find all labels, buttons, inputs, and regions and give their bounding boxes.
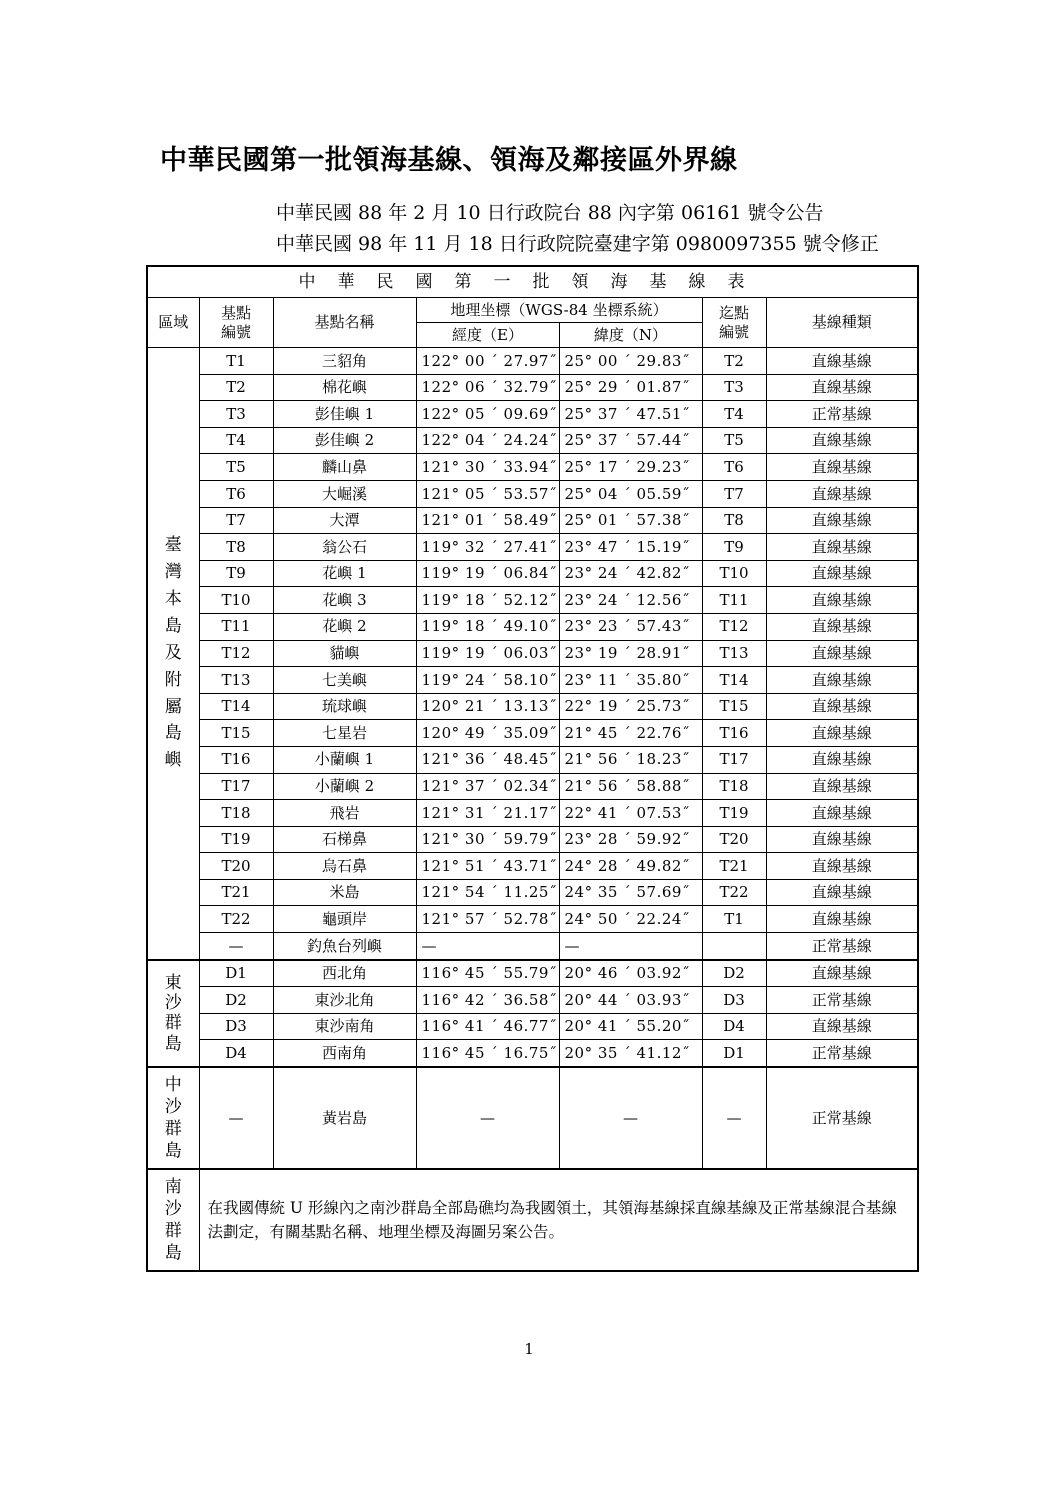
longitude: 121° 36 ´ 48.45˝	[416, 746, 559, 773]
point-name: 東沙北角	[273, 987, 416, 1014]
longitude: 121° 30 ´ 59.79˝	[416, 826, 559, 853]
to-point-no: D4	[702, 1013, 766, 1040]
baseline-table	[146, 265, 919, 1272]
table-row	[147, 826, 918, 853]
point-no: D4	[199, 1040, 273, 1067]
point-no: T11	[199, 613, 273, 640]
longitude: 121° 31 ´ 21.17˝	[416, 800, 559, 827]
table-row	[147, 879, 918, 906]
point-name: 翁公石	[273, 534, 416, 561]
baseline-type: 正常基線	[766, 1040, 918, 1067]
table-title: 中華民國第一批領海基線表	[147, 266, 918, 298]
point-no: T15	[199, 720, 273, 747]
point-name: 西南角	[273, 1040, 416, 1067]
longitude: 119° 18 ´ 49.10˝	[416, 613, 559, 640]
point-name: 琉球嶼	[273, 693, 416, 720]
longitude: 121° 51 ´ 43.71˝	[416, 853, 559, 880]
longitude: 116° 41 ´ 46.77˝	[416, 1013, 559, 1040]
latitude: 20° 46 ´ 03.92˝	[559, 960, 702, 987]
point-no: T7	[199, 507, 273, 534]
point-name: 彭佳嶼 2	[273, 427, 416, 454]
table-row	[147, 773, 918, 800]
table-row	[147, 640, 918, 667]
region-dongsha-label: 東沙群島	[164, 972, 182, 1054]
point-name: 釣魚台列嶼	[273, 933, 416, 960]
region-dongsha	[147, 960, 199, 1067]
to-point-no: D3	[702, 987, 766, 1014]
table-row	[147, 454, 918, 481]
to-point-no: T14	[702, 667, 766, 694]
header-point-name: 基點名稱	[273, 298, 416, 348]
latitude: 23° 24 ´ 42.82˝	[559, 560, 702, 587]
baseline-type: 直線基線	[766, 960, 918, 987]
point-name: 彭佳嶼 1	[273, 401, 416, 428]
longitude: 116° 45 ´ 55.79˝	[416, 960, 559, 987]
table-row	[147, 906, 918, 933]
latitude: 23° 24 ´ 12.56˝	[559, 587, 702, 614]
table-row	[147, 960, 918, 987]
point-no: T5	[199, 454, 273, 481]
baseline-type: 直線基線	[766, 587, 918, 614]
point-no: T21	[199, 879, 273, 906]
latitude: 20° 41 ´ 55.20˝	[559, 1013, 702, 1040]
to-point-no: T7	[702, 480, 766, 507]
longitude: 121° 37 ´ 02.34˝	[416, 773, 559, 800]
baseline-type: 正常基線	[766, 1067, 918, 1169]
longitude: —	[416, 933, 559, 960]
to-point-no: T20	[702, 826, 766, 853]
point-no: T18	[199, 800, 273, 827]
point-no: T3	[199, 401, 273, 428]
point-name: 黃岩島	[273, 1067, 416, 1169]
region-nansha-label: 南沙群島	[164, 1176, 182, 1264]
header-lon: 經度（E）	[416, 323, 559, 348]
baseline-type: 直線基線	[766, 693, 918, 720]
point-name: 貓嶼	[273, 640, 416, 667]
region-taiwan	[147, 348, 199, 960]
to-point-no: T10	[702, 560, 766, 587]
point-name: 麟山鼻	[273, 454, 416, 481]
table-row	[147, 1169, 918, 1271]
longitude: 116° 45 ´ 16.75˝	[416, 1040, 559, 1067]
baseline-type: 直線基線	[766, 613, 918, 640]
header-point-no: 基點編號	[199, 298, 273, 348]
point-no: T20	[199, 853, 273, 880]
table-row	[147, 720, 918, 747]
region-nansha	[147, 1169, 199, 1271]
longitude: 121° 57 ´ 52.78˝	[416, 906, 559, 933]
table-row	[147, 693, 918, 720]
point-no: D3	[199, 1013, 273, 1040]
to-point-no: T4	[702, 401, 766, 428]
baseline-type: 正常基線	[766, 933, 918, 960]
baseline-type: 直線基線	[766, 374, 918, 401]
point-name: 七星岩	[273, 720, 416, 747]
point-no: T13	[199, 667, 273, 694]
baseline-type: 直線基線	[766, 879, 918, 906]
to-point-no: T17	[702, 746, 766, 773]
latitude: 25° 04 ´ 05.59˝	[559, 480, 702, 507]
table-row	[147, 348, 918, 375]
point-no: T17	[199, 773, 273, 800]
to-point-no: T13	[702, 640, 766, 667]
baseline-type: 直線基線	[766, 853, 918, 880]
baseline-type: 直線基線	[766, 534, 918, 561]
latitude: 23° 47 ´ 15.19˝	[559, 534, 702, 561]
latitude: 24° 35 ´ 57.69˝	[559, 879, 702, 906]
point-no: T14	[199, 693, 273, 720]
baseline-type: 直線基線	[766, 667, 918, 694]
point-name: 花嶼 3	[273, 587, 416, 614]
table-row	[147, 401, 918, 428]
point-no: T22	[199, 906, 273, 933]
point-no: T9	[199, 560, 273, 587]
to-point-no: T22	[702, 879, 766, 906]
table-row	[147, 800, 918, 827]
latitude: 20° 44 ´ 03.93˝	[559, 987, 702, 1014]
longitude: 120° 49 ´ 35.09˝	[416, 720, 559, 747]
latitude: 25° 37 ´ 57.44˝	[559, 427, 702, 454]
longitude: 121° 30 ´ 33.94˝	[416, 454, 559, 481]
baseline-type: 直線基線	[766, 906, 918, 933]
point-no: T19	[199, 826, 273, 853]
longitude: 119° 32 ´ 27.41˝	[416, 534, 559, 561]
latitude: 23° 28 ´ 59.92˝	[559, 826, 702, 853]
point-name: 三貂角	[273, 348, 416, 375]
to-point-no: D1	[702, 1040, 766, 1067]
baseline-type: 直線基線	[766, 826, 918, 853]
point-no: T12	[199, 640, 273, 667]
point-name: 花嶼 2	[273, 613, 416, 640]
to-point-no: T21	[702, 853, 766, 880]
latitude: 23° 19 ´ 28.91˝	[559, 640, 702, 667]
point-name: 棉花嶼	[273, 374, 416, 401]
baseline-type: 直線基線	[766, 454, 918, 481]
point-name: 龜頭岸	[273, 906, 416, 933]
nansha-note: 在我國傳統 U 形線內之南沙群島全部島礁均為我國領土，其領海基線採直線基線及正常基線混合基線法劃定，有關基點名稱、地理坐標及海圖另案公告。	[199, 1169, 918, 1271]
page-number: 1	[524, 1340, 534, 1358]
point-name: 石梯鼻	[273, 826, 416, 853]
point-no: —	[199, 1067, 273, 1169]
latitude: 23° 11 ´ 35.80˝	[559, 667, 702, 694]
to-point-no	[702, 933, 766, 960]
to-point-no: T1	[702, 906, 766, 933]
region-taiwan-label: 臺灣本島及附屬島嶼	[164, 535, 182, 771]
point-name: 飛岩	[273, 800, 416, 827]
to-point-no: —	[702, 1067, 766, 1169]
region-zhongsha	[147, 1067, 199, 1169]
table-row	[147, 1013, 918, 1040]
to-point-no: D2	[702, 960, 766, 987]
latitude: 21° 56 ´ 58.88˝	[559, 773, 702, 800]
longitude: 119° 24 ´ 58.10˝	[416, 667, 559, 694]
baseline-type: 直線基線	[766, 480, 918, 507]
point-no: D2	[199, 987, 273, 1014]
baseline-type: 直線基線	[766, 720, 918, 747]
baseline-type: 直線基線	[766, 348, 918, 375]
point-name: 烏石鼻	[273, 853, 416, 880]
table-row	[147, 560, 918, 587]
point-no: T4	[199, 427, 273, 454]
point-no: T10	[199, 587, 273, 614]
to-point-no: T18	[702, 773, 766, 800]
to-point-no: T3	[702, 374, 766, 401]
latitude: 25° 29 ´ 01.87˝	[559, 374, 702, 401]
to-point-no: T19	[702, 800, 766, 827]
baseline-type: 直線基線	[766, 507, 918, 534]
table-row	[147, 587, 918, 614]
point-no: T8	[199, 534, 273, 561]
header-to-point: 迄點編號	[702, 298, 766, 348]
point-name: 東沙南角	[273, 1013, 416, 1040]
announcement-line: 中華民國 88 年 2 月 10 日行政院台 88 內字第 06161 號令公告	[276, 202, 824, 224]
longitude: 122° 00 ´ 27.97˝	[416, 348, 559, 375]
point-name: 小蘭嶼 1	[273, 746, 416, 773]
baseline-type: 直線基線	[766, 640, 918, 667]
latitude: 21° 56 ´ 18.23˝	[559, 746, 702, 773]
table-row	[147, 374, 918, 401]
to-point-no: T11	[702, 587, 766, 614]
to-point-no: T12	[702, 613, 766, 640]
to-point-no: T5	[702, 427, 766, 454]
longitude: 119° 19 ´ 06.03˝	[416, 640, 559, 667]
latitude: 25° 01 ´ 57.38˝	[559, 507, 702, 534]
table-row	[147, 853, 918, 880]
document-title: 中華民國第一批領海基線、領海及鄰接區外界線	[160, 145, 738, 176]
table-row	[147, 480, 918, 507]
longitude: 122° 06 ´ 32.79˝	[416, 374, 559, 401]
table-row	[147, 1067, 918, 1169]
latitude: 25° 00 ´ 29.83˝	[559, 348, 702, 375]
to-point-no: T9	[702, 534, 766, 561]
baseline-type: 直線基線	[766, 773, 918, 800]
region-zhongsha-label: 中沙群島	[164, 1074, 182, 1162]
header-region: 區域	[147, 298, 199, 348]
point-name: 花嶼 1	[273, 560, 416, 587]
point-no: D1	[199, 960, 273, 987]
to-point-no: T16	[702, 720, 766, 747]
baseline-type: 直線基線	[766, 560, 918, 587]
longitude: 122° 04 ´ 24.24˝	[416, 427, 559, 454]
to-point-no: T6	[702, 454, 766, 481]
table-row	[147, 987, 918, 1014]
longitude: 121° 01 ´ 58.49˝	[416, 507, 559, 534]
header-lat: 緯度（N）	[559, 323, 702, 348]
point-no: T6	[199, 480, 273, 507]
longitude: 120° 21 ´ 13.13˝	[416, 693, 559, 720]
point-no: T2	[199, 374, 273, 401]
point-no: T1	[199, 348, 273, 375]
latitude: 25° 17 ´ 29.23˝	[559, 454, 702, 481]
header-coords: 地理坐標（WGS-84 坐標系統）	[416, 298, 702, 323]
latitude: 23° 23 ´ 57.43˝	[559, 613, 702, 640]
point-name: 西北角	[273, 960, 416, 987]
to-point-no: T2	[702, 348, 766, 375]
longitude: —	[416, 1067, 559, 1169]
point-name: 七美嶼	[273, 667, 416, 694]
latitude: 24° 28 ´ 49.82˝	[559, 853, 702, 880]
to-point-no: T15	[702, 693, 766, 720]
baseline-type: 正常基線	[766, 401, 918, 428]
table-row	[147, 613, 918, 640]
baseline-type: 直線基線	[766, 800, 918, 827]
to-point-no: T8	[702, 507, 766, 534]
latitude: 21° 45 ´ 22.76˝	[559, 720, 702, 747]
latitude: 25° 37 ´ 47.51˝	[559, 401, 702, 428]
latitude: —	[559, 1067, 702, 1169]
longitude: 121° 05 ´ 53.57˝	[416, 480, 559, 507]
longitude: 121° 54 ´ 11.25˝	[416, 879, 559, 906]
table-row	[147, 667, 918, 694]
baseline-type: 直線基線	[766, 746, 918, 773]
latitude: —	[559, 933, 702, 960]
point-name: 大崛溪	[273, 480, 416, 507]
baseline-type: 直線基線	[766, 1013, 918, 1040]
latitude: 22° 19 ´ 25.73˝	[559, 693, 702, 720]
table-row	[147, 507, 918, 534]
longitude: 119° 18 ´ 52.12˝	[416, 587, 559, 614]
amendment-line: 中華民國 98 年 11 月 18 日行政院院臺建字第 0980097355 號令修正	[276, 233, 879, 255]
point-name: 大潭	[273, 507, 416, 534]
longitude: 122° 05 ´ 09.69˝	[416, 401, 559, 428]
point-no: —	[199, 933, 273, 960]
point-name: 小蘭嶼 2	[273, 773, 416, 800]
latitude: 22° 41 ´ 07.53˝	[559, 800, 702, 827]
point-no: T16	[199, 746, 273, 773]
header-type: 基線種類	[766, 298, 918, 348]
baseline-type: 直線基線	[766, 427, 918, 454]
table-row	[147, 933, 918, 960]
table-row	[147, 1040, 918, 1067]
table-row	[147, 534, 918, 561]
baseline-type: 正常基線	[766, 987, 918, 1014]
table-row	[147, 746, 918, 773]
longitude: 119° 19 ´ 06.84˝	[416, 560, 559, 587]
latitude: 20° 35 ´ 41.12˝	[559, 1040, 702, 1067]
point-name: 米島	[273, 879, 416, 906]
table-row	[147, 427, 918, 454]
longitude: 116° 42 ´ 36.58˝	[416, 987, 559, 1014]
latitude: 24° 50 ´ 22.24˝	[559, 906, 702, 933]
